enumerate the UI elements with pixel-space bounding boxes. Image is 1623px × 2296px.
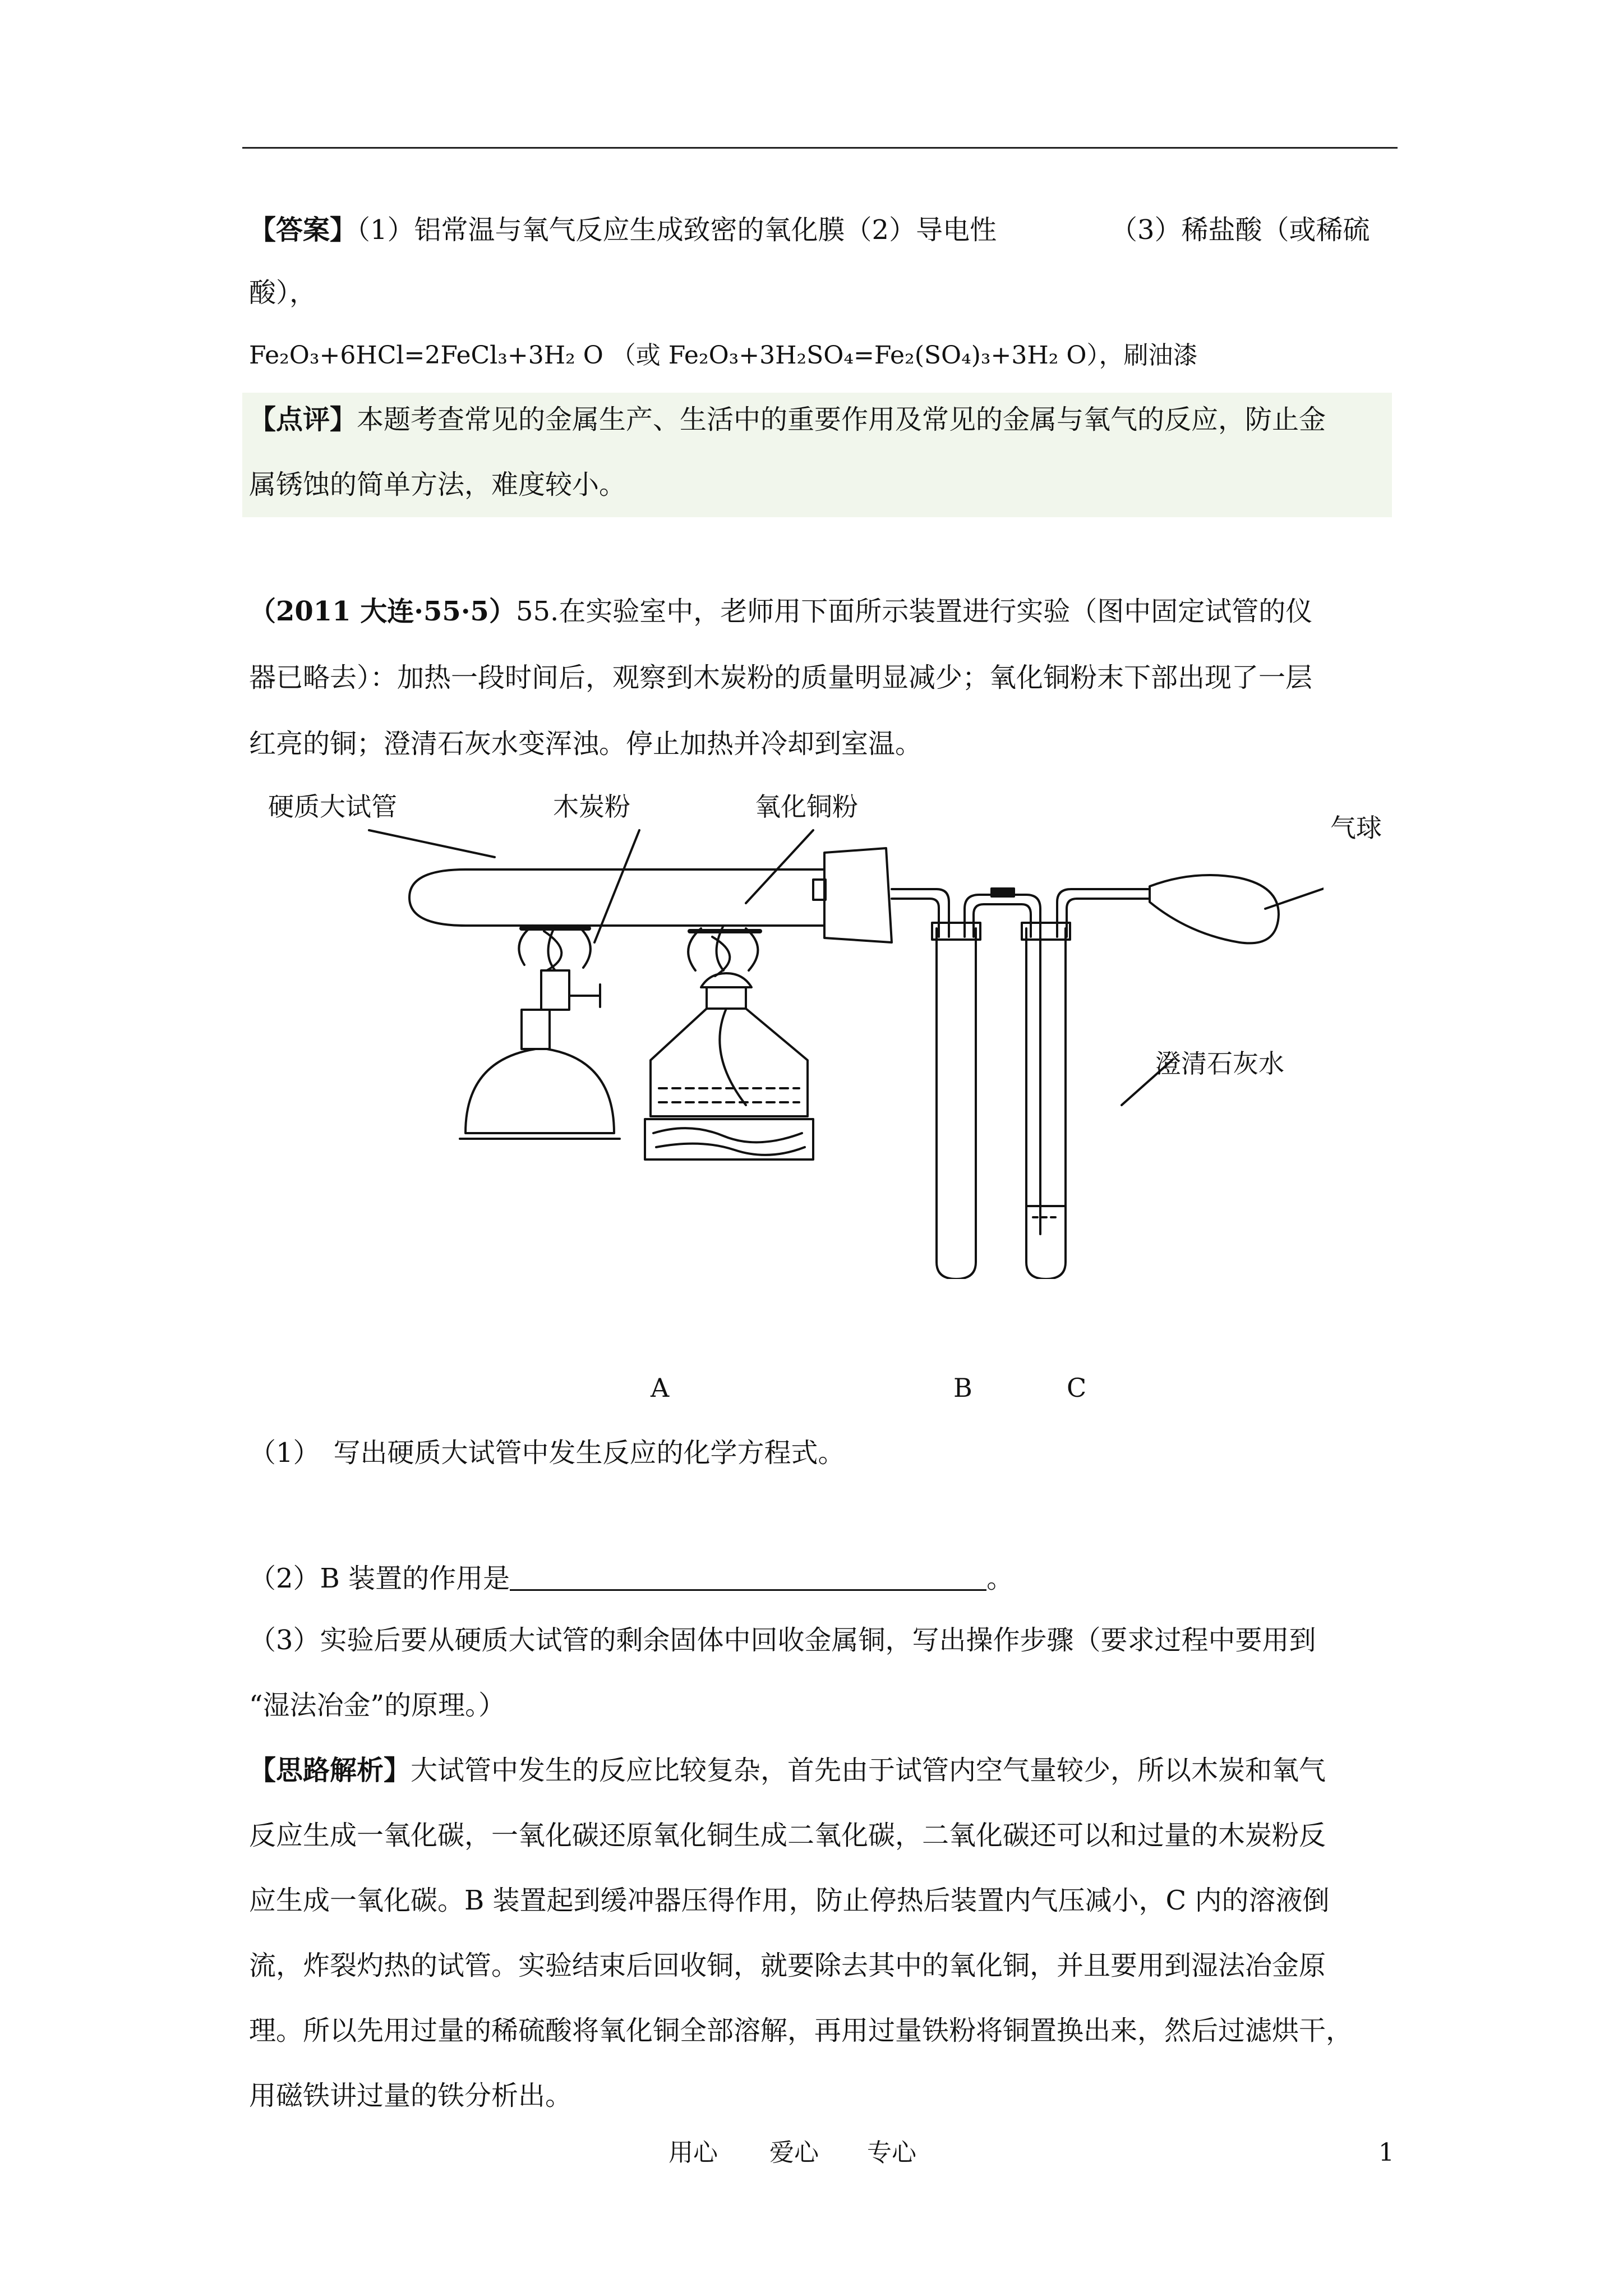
label-hard-test-tube: 硬质大试管: [268, 792, 397, 822]
label-charcoal-powder: 木炭粉: [553, 792, 630, 822]
tube-stopper: [824, 848, 892, 942]
burner-1-neck: [541, 970, 569, 1010]
leader-line-lime-water: [1122, 1060, 1172, 1105]
answer-line-1-text: （1）铝常温与氧气反应生成致密的氧化膜（2）导电性: [357, 214, 997, 246]
header-rule: [242, 147, 1398, 149]
alcohol-lamp-body: [651, 1009, 808, 1116]
subquestion-2-suffix: 。: [986, 1563, 1014, 1594]
label-a: A: [651, 1373, 670, 1403]
lamp-collar: [707, 987, 746, 1009]
answer-tag: 【答案】: [249, 214, 357, 246]
comment-line-1: [249, 403, 1326, 436]
analysis-line-3: 应生成一氧化碳。B 装置起到缓冲器压得作用，防止停热后装置内气压减小，C 内的溶液倒: [249, 1885, 1330, 1916]
balloon: [1150, 875, 1279, 943]
bottle-c: [1026, 928, 1066, 1279]
label-balloon: 气球: [1330, 813, 1382, 843]
flame-1: [519, 926, 590, 970]
burner-1-valve: [522, 1010, 550, 1049]
analysis-line-1-text: 大试管中发生的反应比较复杂，首先由于试管内空气量较少，所以木炭和氧气: [411, 1755, 1326, 1786]
answer-part-3: （3）稀盐酸（或稀硫: [1110, 214, 1370, 246]
analysis-line-2: 反应生成一氧化碳，一氧化碳还原氧化铜生成二氧化碳，二氧化碳还可以和过量的木炭粉反: [249, 1820, 1326, 1851]
question-line-3: 红亮的铜；澄清石灰水变浑浊。停止加热并冷却到室温。: [249, 728, 923, 760]
lamp-cap: [701, 973, 751, 987]
subquestion-2: [249, 1562, 1013, 1595]
comment-tag: 【点评】: [249, 404, 357, 435]
answer-line-1: [249, 213, 997, 247]
wood-grain: [653, 1128, 805, 1155]
analysis-line-5: 理。所以先用过量的稀硫酸将氧化铜全部溶解，再用过量铁粉将铜置换出来，然后过滤烘干，: [249, 2015, 1353, 2046]
balloon-tube-inner: [1067, 899, 1150, 937]
label-copper-oxide-powder: 氧化铜粉: [755, 792, 858, 822]
bottle-b: [937, 928, 976, 1279]
delivery-tube-left-down: [892, 889, 949, 937]
leader-line-cuo: [746, 830, 813, 903]
subquestion-3-line-1: （3）实验后要从硬质大试管的剩余固体中回收金属铜，写出操作步骤（要求过程中要用到: [249, 1625, 1316, 1656]
footer-motto-1: 用心: [668, 2138, 718, 2167]
subquestion-2-prefix: （2）B 装置的作用是: [249, 1563, 510, 1594]
rubber-joint: [992, 889, 1014, 896]
burner-1-base: [465, 1049, 614, 1133]
label-c: C: [1067, 1373, 1087, 1403]
subquestion-3-line-2: “湿法冶金”的原理。）: [249, 1690, 506, 1721]
question-line-2: 器已略去）：加热一段时间后，观察到木炭粉的质量明显减少；氧化铜粉末下部出现了一层: [249, 662, 1313, 693]
footer-motto-2: 爱心: [769, 2138, 819, 2167]
label-b: B: [953, 1373, 972, 1403]
question-line-1: [249, 595, 1312, 628]
question-line-1-text: 55.在实验室中，老师用下面所示装置进行实验（图中固定试管的仪: [515, 596, 1313, 627]
hard-test-tube: [409, 869, 824, 926]
comment-line-1-text: 本题考查常见的金属生产、生活中的重要作用及常见的金属与氧气的反应，防止金: [357, 404, 1326, 435]
answer-blank[interactable]: [510, 1567, 986, 1591]
analysis-line-6: 用磁铁讲过量的铁分析出。: [249, 2080, 573, 2111]
analysis-line-4: 流，炸裂灼热的试管。实验结束后回收铜，就要除去其中的氧化铜，并且要用到湿法冶金原: [249, 1950, 1326, 1981]
comment-line-2: 属锈蚀的简单方法，难度较小。: [249, 469, 626, 500]
analysis-tag: 【思路解析】: [249, 1755, 411, 1786]
footer-motto-3: 专心: [867, 2138, 916, 2167]
wick: [720, 1009, 746, 1105]
subquestion-1: （1） 写出硬质大试管中发生反应的化学方程式。: [249, 1437, 845, 1469]
answer-equation: Fe₂O₃+6HCl=2FeCl₃+3H₂ O （或 Fe₂O₃+3H₂SO₄=Fe₂(SO₄)₃+3H₂ O），刷油漆: [249, 341, 1198, 370]
bottle-c-stopper: [1022, 923, 1070, 940]
analysis-line-1: [249, 1754, 1326, 1787]
answer-line-2: 酸），: [249, 277, 317, 309]
leader-line-tube: [369, 830, 495, 857]
page-number: 1: [1378, 2138, 1394, 2167]
apparatus-diagram: [241, 774, 1324, 1279]
label-lime-water: 澄清石灰水: [1155, 1048, 1284, 1079]
question-source: （2011 大连·55·5）: [249, 596, 516, 627]
